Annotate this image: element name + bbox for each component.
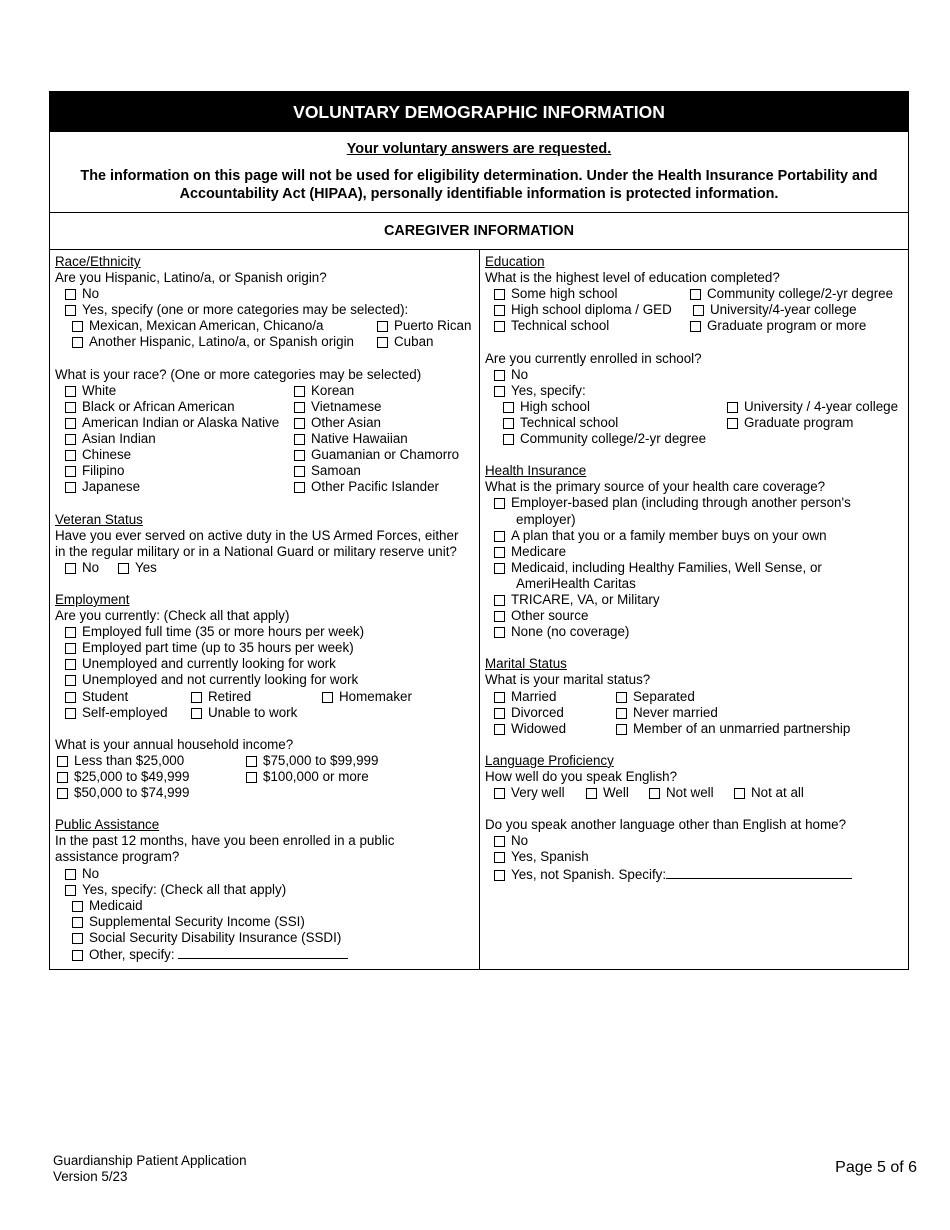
some-hs-label: Some high school xyxy=(511,286,618,302)
married-checkbox[interactable] xyxy=(494,692,505,703)
student-label: Student xyxy=(82,688,129,704)
black-checkbox[interactable] xyxy=(65,402,76,413)
community-college-label: Community college/2-yr degree xyxy=(707,286,894,302)
hispanic-yes-label: Yes, specify (one or more categories may be selected): xyxy=(82,302,409,318)
enrolled-community-label: Community college/2-yr degree xyxy=(520,431,707,447)
income-100plus-label: $100,000 or more xyxy=(263,769,369,784)
part-time-label: Employed part time (up to 35 hours per week) xyxy=(82,640,354,656)
spanish-checkbox[interactable] xyxy=(494,852,505,863)
divorced-checkbox[interactable] xyxy=(494,708,505,719)
cuban-checkbox[interactable] xyxy=(377,337,388,348)
enrolled-no-checkbox[interactable] xyxy=(494,370,505,381)
insurance-heading: Health Insurance xyxy=(485,463,587,479)
own-plan-checkbox[interactable] xyxy=(494,531,505,542)
public-other-label: Other, specify: xyxy=(89,947,175,963)
ssdi-label: Social Security Disability Insurance (SSDI) xyxy=(89,929,342,945)
public-other-checkbox[interactable] xyxy=(72,950,83,961)
race-heading: Race/Ethnicity xyxy=(55,254,141,269)
public-assistance-heading: Public Assistance xyxy=(55,817,160,833)
other-language-question: Do you speak another language other than English at home? xyxy=(485,817,847,833)
retired-label: Retired xyxy=(208,688,252,704)
own-plan-label: A plan that you or a family member buys on your own xyxy=(511,527,827,543)
unemployed-not-looking-label: Unemployed and not currently looking for work xyxy=(82,672,359,688)
chinese-label: Chinese xyxy=(82,447,132,463)
demographic-form xyxy=(49,91,909,970)
university-checkbox[interactable] xyxy=(693,305,704,316)
student-checkbox[interactable] xyxy=(65,692,76,703)
hs-diploma-checkbox[interactable] xyxy=(494,305,505,316)
education-question: What is the highest level of education completed? xyxy=(485,270,780,286)
other-pacific-checkbox[interactable] xyxy=(294,482,305,493)
guamanian-label: Guamanian or Chamorro xyxy=(311,447,460,463)
puerto-rican-label: Puerto Rican xyxy=(394,318,472,334)
unemployed-looking-checkbox[interactable] xyxy=(65,659,76,670)
medicaid-assist-checkbox[interactable] xyxy=(72,901,83,912)
language-specify-line[interactable] xyxy=(666,866,852,879)
employer-plan-label-cont: employer) xyxy=(516,511,576,527)
another-hispanic-label: Another Hispanic, Latino/a, or Spanish origin xyxy=(89,334,354,350)
homemaker-checkbox[interactable] xyxy=(322,692,333,703)
no-coverage-label: None (no coverage) xyxy=(511,624,630,640)
enrolled-no-label: No xyxy=(511,366,529,382)
left-column xyxy=(50,250,480,969)
unemployed-looking-label: Unemployed and currently looking for work xyxy=(82,656,336,672)
page-number: Page 5 of 6 xyxy=(835,1159,917,1176)
unable-to-work-checkbox[interactable] xyxy=(191,708,202,719)
right-column xyxy=(480,250,908,969)
marital-question: What is your marital status? xyxy=(485,672,651,688)
full-time-label: Employed full time (35 or more hours per week) xyxy=(82,624,365,640)
asian-indian-label: Asian Indian xyxy=(82,431,156,447)
vietnamese-checkbox[interactable] xyxy=(294,402,305,413)
divorced-label: Divorced xyxy=(511,704,564,720)
separated-checkbox[interactable] xyxy=(616,692,627,703)
self-employed-checkbox[interactable] xyxy=(65,708,76,719)
income-question: What is your annual household income? xyxy=(55,736,294,752)
race-question: What is your race? (One or more categories may be selected) xyxy=(55,366,422,382)
part-time-checkbox[interactable] xyxy=(65,643,76,654)
puerto-rican-checkbox[interactable] xyxy=(377,321,388,332)
self-employed-label: Self-employed xyxy=(82,704,168,720)
married-label: Married xyxy=(511,688,557,704)
full-time-checkbox[interactable] xyxy=(65,627,76,638)
veteran-no-label: No xyxy=(82,559,100,575)
not-at-all-label: Not at all xyxy=(751,785,804,801)
not-well-label: Not well xyxy=(666,785,714,801)
black-label: Black or African American xyxy=(82,398,235,414)
english-question: How well do you speak English? xyxy=(485,769,678,784)
asian-indian-checkbox[interactable] xyxy=(65,434,76,445)
university-label: University/4-year college xyxy=(710,302,857,318)
veteran-question-line2: in the regular military or in a National Guard or military reserve unit? xyxy=(55,543,457,559)
enrolled-hs-checkbox[interactable] xyxy=(503,402,514,413)
other-language-no-label: No xyxy=(511,833,529,849)
veteran-yes-checkbox[interactable] xyxy=(118,563,129,574)
enrolled-university-checkbox[interactable] xyxy=(727,402,738,413)
hispanic-no-checkbox[interactable] xyxy=(65,289,76,300)
medicaid-checkbox[interactable] xyxy=(494,563,505,574)
technical-label: Technical school xyxy=(511,318,610,334)
samoan-label: Samoan xyxy=(311,463,361,479)
veteran-heading: Veteran Status xyxy=(55,511,143,527)
japanese-checkbox[interactable] xyxy=(65,482,76,493)
guamanian-checkbox[interactable] xyxy=(294,450,305,461)
marital-heading: Marital Status xyxy=(485,656,567,672)
korean-label: Korean xyxy=(311,382,355,398)
other-source-checkbox[interactable] xyxy=(494,611,505,622)
american-indian-checkbox[interactable] xyxy=(65,418,76,429)
income-lt25-checkbox[interactable] xyxy=(57,756,68,767)
section-title: CAREGIVER INFORMATION xyxy=(50,213,908,250)
medicare-checkbox[interactable] xyxy=(494,547,505,558)
ssdi-checkbox[interactable] xyxy=(72,933,83,944)
income-75to99-label: $75,000 to $99,999 xyxy=(263,752,379,768)
income-25to49-checkbox[interactable] xyxy=(57,772,68,783)
another-hispanic-checkbox[interactable] xyxy=(72,337,83,348)
widowed-label: Widowed xyxy=(511,720,567,736)
veteran-question-line1: Have you ever served on active duty in the US Armed Forces, either xyxy=(55,527,459,543)
widowed-checkbox[interactable] xyxy=(494,724,505,735)
income-100plus-checkbox[interactable] xyxy=(246,772,257,783)
enrolled-yes-label: Yes, specify: xyxy=(511,382,586,398)
filipino-checkbox[interactable] xyxy=(65,466,76,477)
never-married-label: Never married xyxy=(633,704,718,720)
education-heading: Education xyxy=(485,254,545,269)
well-label: Well xyxy=(603,785,629,801)
enrolled-technical-checkbox[interactable] xyxy=(503,418,514,429)
hs-diploma-label: High school diploma / GED xyxy=(511,302,672,318)
income-25to49-label: $25,000 to $49,999 xyxy=(74,769,190,784)
employer-plan-label: Employer-based plan (including through another person's xyxy=(511,495,851,511)
tricare-checkbox[interactable] xyxy=(494,595,505,606)
retired-checkbox[interactable] xyxy=(191,692,202,703)
form-title: VOLUNTARY DEMOGRAPHIC INFORMATION xyxy=(50,92,908,132)
filipino-label: Filipino xyxy=(82,463,125,479)
hispanic-no-label: No xyxy=(82,286,100,302)
medicaid-assist-label: Medicaid xyxy=(89,897,143,913)
japanese-label: Japanese xyxy=(82,479,141,495)
public-yes-checkbox[interactable] xyxy=(65,885,76,896)
enrolled-graduate-label: Graduate program xyxy=(744,414,854,430)
technical-checkbox[interactable] xyxy=(494,321,505,332)
partnership-label: Member of an unmarried partnership xyxy=(633,720,851,736)
cuban-label: Cuban xyxy=(394,334,434,350)
no-coverage-checkbox[interactable] xyxy=(494,627,505,638)
spanish-label: Yes, Spanish xyxy=(511,849,589,865)
white-label: White xyxy=(82,382,117,398)
native-hawaiian-checkbox[interactable] xyxy=(294,434,305,445)
income-75to99-checkbox[interactable] xyxy=(246,756,257,767)
hispanic-yes-checkbox[interactable] xyxy=(65,305,76,316)
footer-app-name: Guardianship Patient Application xyxy=(53,1153,247,1168)
not-well-checkbox[interactable] xyxy=(649,788,660,799)
other-pacific-label: Other Pacific Islander xyxy=(311,479,440,495)
other-asian-checkbox[interactable] xyxy=(294,418,305,429)
american-indian-label: American Indian or Alaska Native xyxy=(82,414,280,430)
enrolled-graduate-checkbox[interactable] xyxy=(727,418,738,429)
mexican-checkbox[interactable] xyxy=(72,321,83,332)
public-no-checkbox[interactable] xyxy=(65,869,76,880)
income-lt25-label: Less than $25,000 xyxy=(74,752,185,768)
white-checkbox[interactable] xyxy=(65,386,76,397)
footer-left xyxy=(53,1153,247,1185)
vietnamese-label: Vietnamese xyxy=(311,398,382,414)
public-question-line1: In the past 12 months, have you been enrolled in a public xyxy=(55,833,395,849)
medicare-label: Medicare xyxy=(511,543,567,559)
veteran-no-checkbox[interactable] xyxy=(65,563,76,574)
income-50to74-checkbox[interactable] xyxy=(57,788,68,799)
employment-heading: Employment xyxy=(55,591,130,607)
ssi-checkbox[interactable] xyxy=(72,917,83,928)
enrolled-technical-label: Technical school xyxy=(520,414,619,430)
hipaa-notice: The information on this page will not be used for eligibility determination. Under the Health Insurance Portability and Accountability Act (HIPAA), personally identifiable information is protected information. xyxy=(80,168,878,202)
well-checkbox[interactable] xyxy=(586,788,597,799)
not-spanish-checkbox[interactable] xyxy=(494,870,505,881)
notice-block xyxy=(50,132,908,213)
not-at-all-checkbox[interactable] xyxy=(734,788,745,799)
other-source-label: Other source xyxy=(511,608,589,624)
chinese-checkbox[interactable] xyxy=(65,450,76,461)
very-well-checkbox[interactable] xyxy=(494,788,505,799)
public-yes-label: Yes, specify: (Check all that apply) xyxy=(82,881,287,897)
graduate-label: Graduate program or more xyxy=(707,318,867,334)
employment-question: Are you currently: (Check all that apply) xyxy=(55,608,290,624)
enrolled-hs-label: High school xyxy=(520,398,590,414)
employer-plan-checkbox[interactable] xyxy=(494,498,505,509)
enrolled-university-label: University / 4-year college xyxy=(744,398,899,414)
public-question-line2: assistance program? xyxy=(55,849,180,865)
veteran-yes-label: Yes xyxy=(135,559,157,575)
insurance-question: What is the primary source of your health care coverage? xyxy=(485,479,826,495)
enrolled-question: Are you currently enrolled in school? xyxy=(485,350,702,366)
enrolled-community-checkbox[interactable] xyxy=(503,434,514,445)
requested-text: Your voluntary answers are requested. xyxy=(346,141,612,157)
ssi-label: Supplemental Security Income (SSI) xyxy=(89,913,305,929)
tricare-label: TRICARE, VA, or Military xyxy=(511,591,660,607)
medicaid-label: Medicaid, including Healthy Families, Well Sense, or xyxy=(511,559,822,575)
income-50to74-label: $50,000 to $74,999 xyxy=(74,785,190,801)
hispanic-question: Are you Hispanic, Latino/a, or Spanish origin? xyxy=(55,270,327,286)
some-hs-checkbox[interactable] xyxy=(494,289,505,300)
community-college-checkbox[interactable] xyxy=(690,289,701,300)
separated-label: Separated xyxy=(633,688,695,704)
unable-to-work-label: Unable to work xyxy=(208,704,298,720)
footer-version: Version 5/23 xyxy=(53,1169,128,1184)
unemployed-not-looking-checkbox[interactable] xyxy=(65,675,76,686)
public-other-specify-line[interactable] xyxy=(178,946,348,959)
mexican-label: Mexican, Mexican American, Chicano/a xyxy=(89,318,324,334)
samoan-checkbox[interactable] xyxy=(294,466,305,477)
korean-checkbox[interactable] xyxy=(294,386,305,397)
never-married-checkbox[interactable] xyxy=(616,708,627,719)
enrolled-yes-checkbox[interactable] xyxy=(494,386,505,397)
very-well-label: Very well xyxy=(511,785,565,801)
native-hawaiian-label: Native Hawaiian xyxy=(311,431,408,447)
language-heading: Language Proficiency xyxy=(485,752,614,768)
public-no-label: No xyxy=(82,865,100,881)
partnership-checkbox[interactable] xyxy=(616,724,627,735)
homemaker-label: Homemaker xyxy=(339,688,412,704)
not-spanish-label: Yes, not Spanish. Specify: xyxy=(511,866,667,882)
graduate-checkbox[interactable] xyxy=(690,321,701,332)
other-asian-label: Other Asian xyxy=(311,414,381,430)
medicaid-label-cont: AmeriHealth Caritas xyxy=(516,575,636,591)
other-language-no-checkbox[interactable] xyxy=(494,836,505,847)
